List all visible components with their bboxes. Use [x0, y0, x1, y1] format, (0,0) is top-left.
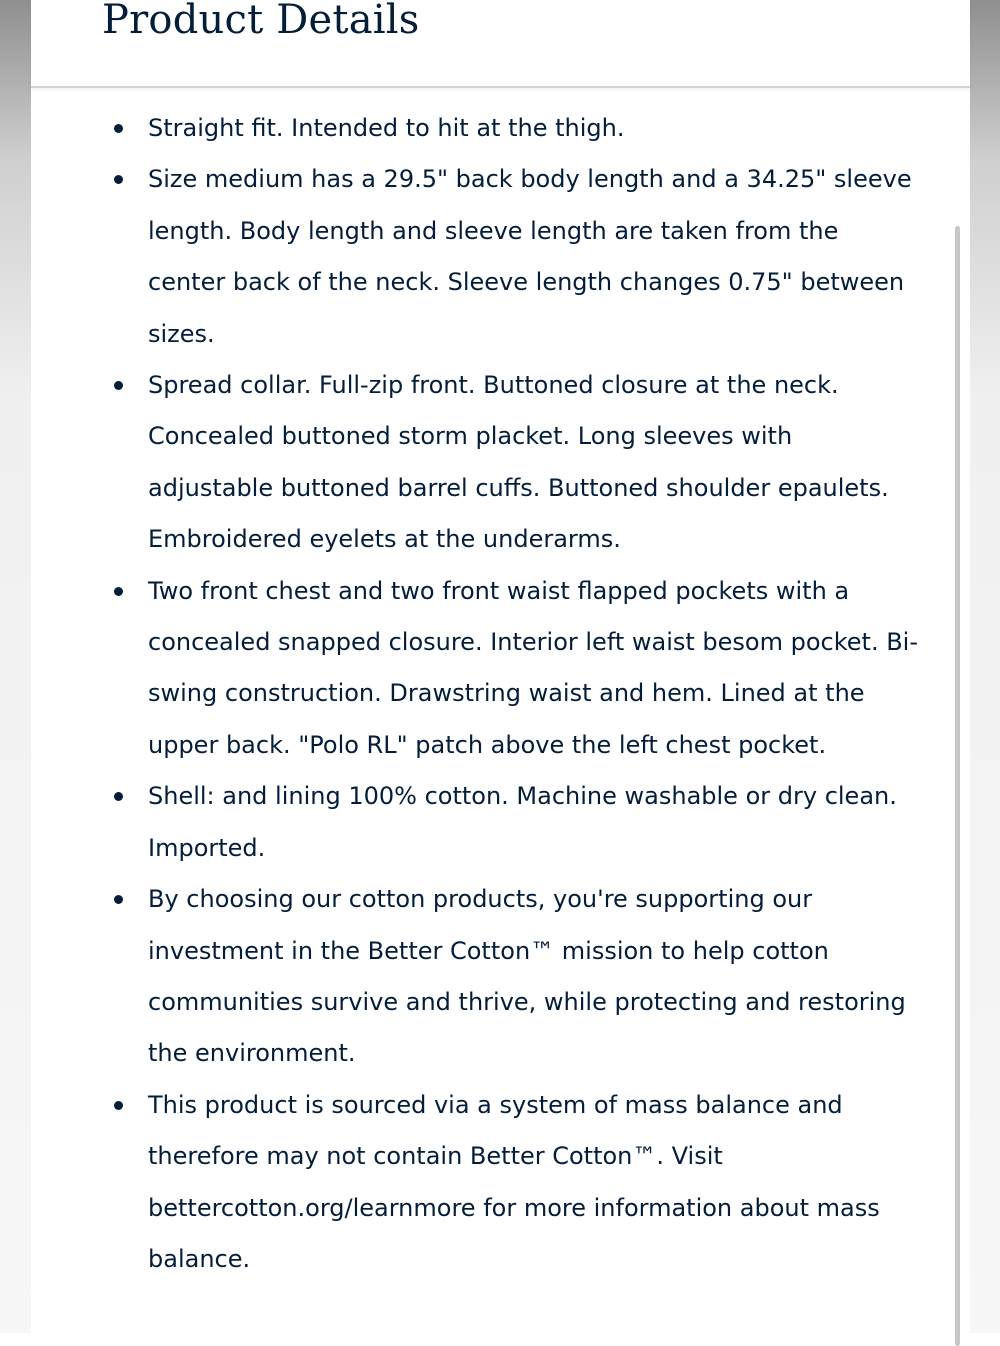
bullet-icon: [114, 1101, 123, 1110]
detail-text: Spread collar. Full-zip front. Buttoned closure at the neck. Concealed buttoned storm placket. Long sleeves with adjustable buttoned barrel cuffs. Buttoned shoulder epaulets. Embroidered eyelets at the underarms.: [148, 371, 889, 554]
detail-text: By choosing our cotton products, you're supporting our investment in the Better Cotton™ mission to help cotton communities survive and thrive, while protecting and restoring the environment.: [148, 885, 906, 1068]
panel-header: [31, 0, 970, 88]
scrollbar[interactable]: [955, 226, 960, 1346]
detail-text: Straight fit. Intended to hit at the thigh.: [148, 114, 625, 142]
bullet-icon: [114, 792, 123, 801]
detail-item-better-cotton: [31, 874, 931, 1080]
detail-item-fit: [31, 103, 931, 154]
bullet-icon: [114, 175, 123, 184]
bullet-icon: [114, 895, 123, 904]
detail-item-pockets: [31, 566, 931, 772]
screen-edge-right: [970, 0, 1000, 1333]
detail-text: This product is sourced via a system of mass balance and therefore may not contain Better Cotton™. Visit bettercotton.org/learnmore for more information about mass balance.: [148, 1090, 880, 1273]
screen-edge-left: [0, 0, 31, 1333]
detail-item-mass-balance: [31, 1080, 931, 1286]
detail-text: Size medium has a 29.5" back body length and a 34.25" sleeve length. Body length and sleeve length are taken from the center back of the neck. Sleeve length changes 0.75" between sizes.: [148, 165, 912, 348]
product-details-panel: [31, 0, 970, 1333]
detail-text: Shell: and lining 100% cotton. Machine washable or dry clean. Imported.: [148, 782, 897, 862]
bullet-icon: [114, 124, 123, 133]
detail-item-size: [31, 154, 931, 360]
page-title: Product Details: [102, 0, 420, 43]
detail-item-construction: [31, 360, 931, 566]
bullet-icon: [114, 381, 123, 390]
detail-text: Two front chest and two front waist flapped pockets with a concealed snapped closure. Interior left waist besom pocket. Bi-swing construction. Drawstring waist and hem. Lined at the upper back. "Polo RL" patch above the left chest pocket.: [148, 576, 919, 759]
detail-item-materials: [31, 771, 931, 874]
details-list: [31, 103, 931, 1285]
bullet-icon: [114, 587, 123, 596]
